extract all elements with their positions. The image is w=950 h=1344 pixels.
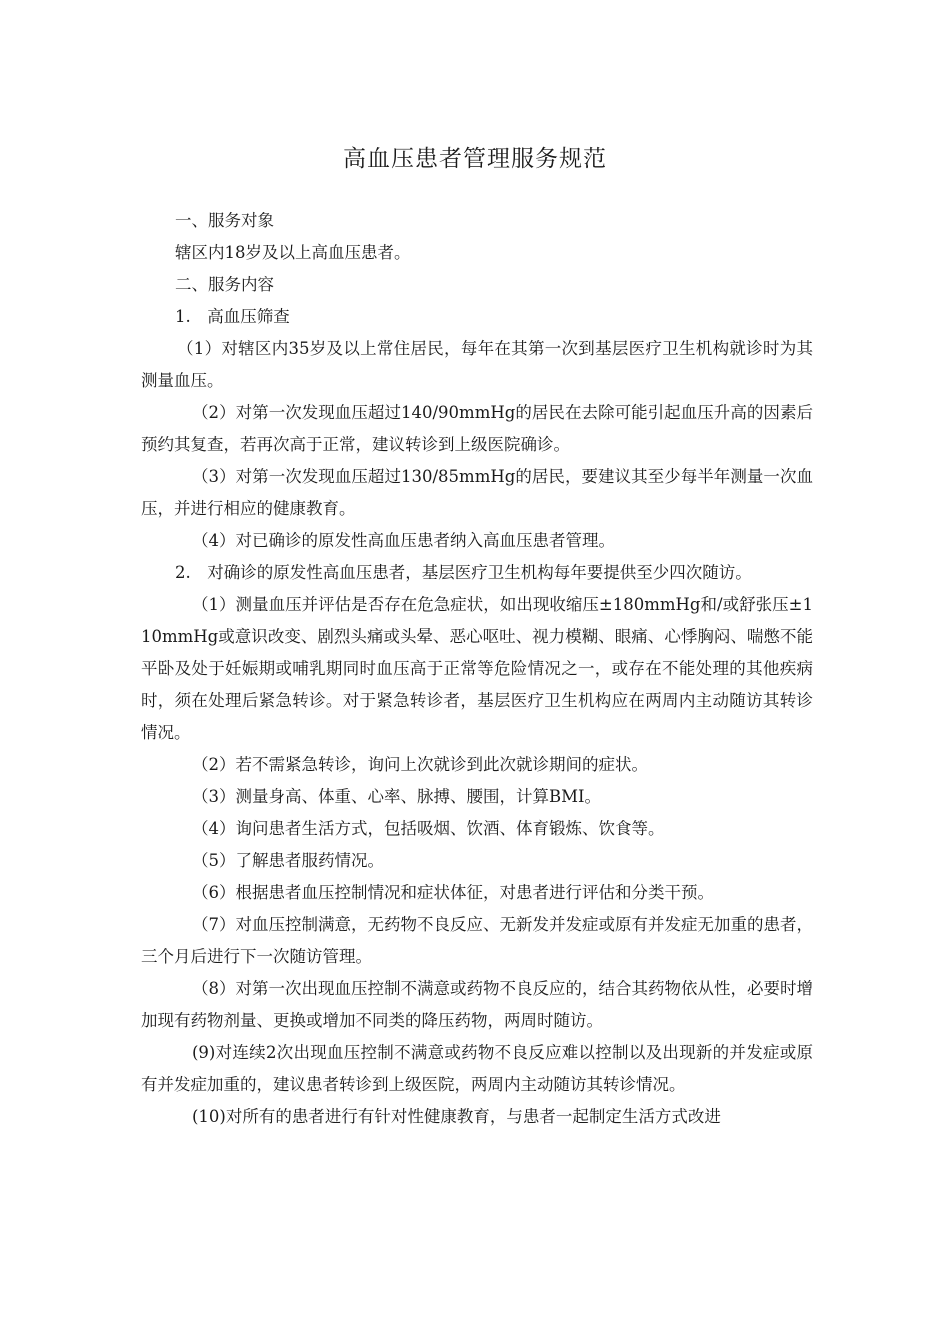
paragraph-screening-2: （2）对第一次发现血压超过140/90mmHg的居民在去除可能引起血压升高的因素后预约其复查，若再次高于正常，建议转诊到上级医院确诊。 xyxy=(141,403,813,454)
paragraph-followup-3: （3）测量身高、体重、心率、脉搏、腰围，计算BMI。 xyxy=(192,787,602,806)
paragraph-screening-4: （4）对已确诊的原发性高血压患者纳入高血压患者管理。 xyxy=(192,531,615,550)
paragraph-service-target: 辖区内18岁及以上高血压患者。 xyxy=(175,243,411,262)
paragraph-screening-1: （1）对辖区内35岁及以上常住居民，每年在其第一次到基层医疗卫生机构就诊时为其测量血压。 xyxy=(141,339,813,390)
document-body xyxy=(141,205,813,1133)
paragraph-followup-6: （6）根据患者血压控制情况和症状体征，对患者进行评估和分类干预。 xyxy=(192,883,714,902)
document-title: 高血压患者管理服务规范 xyxy=(343,146,607,172)
paragraph-followup-8: （8）对第一次出现血压控制不满意或药物不良反应的，结合其药物依从性，必要时增加现有药物剂量、更换或增加不同类的降压药物，两周时随访。 xyxy=(141,979,813,1030)
section-heading-service-content: 二、服务内容 xyxy=(175,275,274,294)
paragraph-followup-7: （7）对血压控制满意，无药物不良反应、无新发并发症或原有并发症无加重的患者，三个月后进行下一次随访管理。 xyxy=(141,915,813,966)
paragraph-followup-9: (9)对连续2次出现血压控制不满意或药物不良反应难以控制以及出现新的并发症或原有并发症加重的，建议患者转诊到上级医院，两周内主动随访其转诊情况。 xyxy=(141,1043,813,1094)
subheading-screening: 1. 高血压筛查 xyxy=(175,307,290,326)
paragraph-followup-4: （4）询问患者生活方式，包括吸烟、饮酒、体育锻炼、饮食等。 xyxy=(192,819,665,838)
paragraph-followup-2: （2）若不需紧急转诊，询问上次就诊到此次就诊期间的症状。 xyxy=(192,755,648,774)
paragraph-followup-10: (10)对所有的患者进行有针对性健康教育，与患者一起制定生活方式改进 xyxy=(192,1107,721,1126)
paragraph-screening-3: （3）对第一次发现血压超过130/85mmHg的居民，要建议其至少每半年测量一次血压，并进行相应的健康教育。 xyxy=(141,467,813,518)
subheading-followup: 2. 对确诊的原发性高血压患者，基层医疗卫生机构每年要提供至少四次随访。 xyxy=(175,563,752,582)
paragraph-followup-5: （5）了解患者服药情况。 xyxy=(192,851,384,870)
paragraph-followup-1: （1）测量血压并评估是否存在危急症状，如出现收缩压±180mmHg和/或舒张压±110mmHg或意识改变、剧烈头痛或头晕、恶心呕吐、视力模糊、眼痛、心悸胸闷、喘憋不能平卧及处于妊娠期或哺乳期同时血压高于正常等危险情况之一，或存在不能处理的其他疾病时，须在处理后紧急转诊。对于紧急转诊者，基层医疗卫生机构应在两周内主动随访其转诊情况。 xyxy=(141,595,813,742)
section-heading-service-target: 一、服务对象 xyxy=(175,211,274,230)
